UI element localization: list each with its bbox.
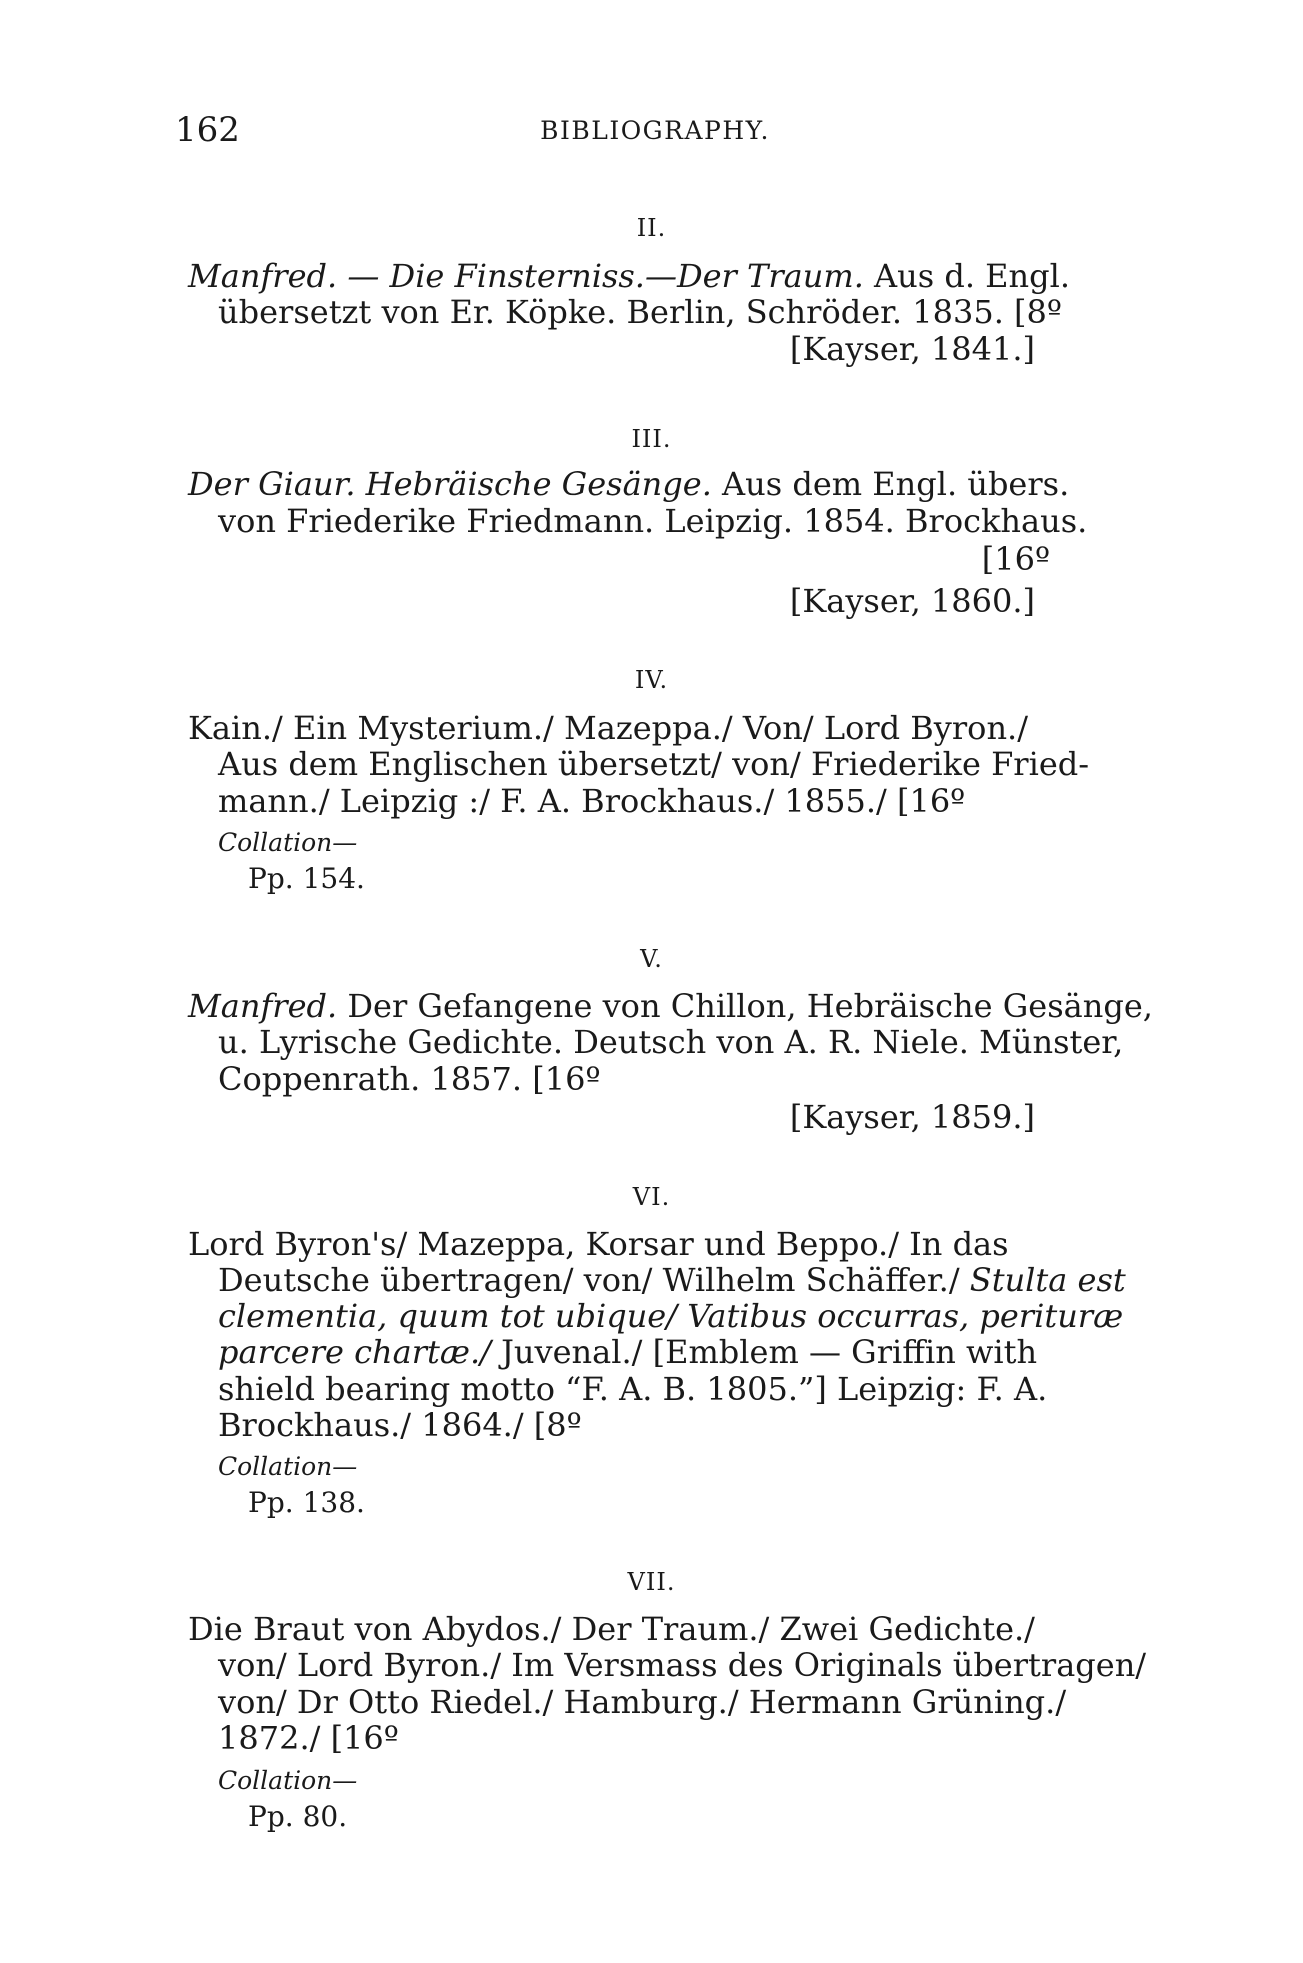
entry-line: Coppenrath. 1857. [16º: [218, 1060, 601, 1098]
source-reference: [Kayser, 1859.]: [789, 1098, 1035, 1136]
collation-label: Collation—: [218, 1452, 358, 1481]
entry-line: Lord Byron's/ Mazeppa, Korsar und Beppo./ In das: [188, 1225, 1009, 1263]
entry-motto-line: clementia, quum tot ubique/ Vatibus occurras, perituræ: [218, 1297, 1124, 1335]
entry-line: 1872./ [16º: [218, 1719, 399, 1757]
entry-line: Brockhaus./ 1864./ [8º: [218, 1406, 582, 1444]
entry-line: [218, 1334, 1037, 1370]
format-mark: [16º: [981, 540, 1050, 578]
entry-line: von Friederike Friedmann. Leipzig. 1854. Brockhaus.: [218, 502, 1088, 540]
entry-line: [188, 466, 1069, 502]
running-title: BIBLIOGRAPHY.: [540, 116, 770, 145]
pagination: Pp. 80.: [248, 1800, 348, 1833]
entry-motto-italic: parcere chartæ./: [218, 1333, 491, 1371]
entry-line: von/ Lord Byron./ Im Versmass des Originals übertragen/: [218, 1646, 1147, 1684]
entry-numeral: III.: [631, 425, 672, 453]
page-number: 162: [175, 110, 240, 150]
entry-numeral: II.: [636, 214, 667, 242]
entry-title-italic: Manfred. — Die Finsterniss.—Der Traum.: [188, 257, 864, 295]
collation-label: Collation—: [218, 828, 358, 857]
entry-line: mann./ Leipzig :/ F. A. Brockhaus./ 1855./ [16º: [218, 782, 966, 820]
entry-title-italic: Der Giaur. Hebräische Gesänge.: [188, 465, 712, 503]
entry-line: übersetzt von Er. Köpke. Berlin, Schröder. 1835. [8º: [218, 293, 1062, 331]
entry-line: [188, 988, 1153, 1024]
entry-line: Aus dem Englischen übersetzt/ von/ Friederike Fried-: [218, 745, 1090, 783]
collation-label: Collation—: [218, 1766, 358, 1795]
entry-line: von/ Dr Otto Riedel./ Hamburg./ Hermann Grüning./: [218, 1683, 1067, 1721]
entry-numeral: IV.: [634, 666, 669, 694]
entry-numeral: VII.: [627, 1568, 676, 1596]
entry-line: Die Braut von Abydos./ Der Traum./ Zwei Gedichte./: [188, 1610, 1035, 1648]
entry-line: u. Lyrische Gedichte. Deutsch von A. R. Niele. Münster,: [218, 1023, 1124, 1061]
entry-text: Aus d. Engl.: [863, 257, 1071, 295]
entry-text: Juvenal./ [Emblem — Griffin with: [490, 1333, 1038, 1371]
page-header: [175, 110, 1135, 150]
source-reference: [Kayser, 1841.]: [789, 330, 1035, 368]
pagination: Pp. 138.: [248, 1486, 365, 1519]
entry-title-italic: Manfred.: [188, 987, 338, 1025]
entry-text: Deutsche übertragen/ von/ Wilhelm Schäffer./: [218, 1261, 970, 1299]
entry-motto-italic: Stulta est: [969, 1261, 1126, 1299]
entry-line: shield bearing motto “F. A. B. 1805.”] Leipzig: F. A.: [218, 1370, 1048, 1408]
entry-numeral: VI.: [632, 1183, 671, 1211]
entry-line: [218, 1262, 1126, 1298]
entry-numeral: V.: [640, 945, 663, 973]
source-reference: [Kayser, 1860.]: [789, 582, 1035, 620]
entry-line: Kain./ Ein Mysterium./ Mazeppa./ Von/ Lord Byron./: [188, 709, 1028, 747]
entry-text: Der Gefangene von Chillon, Hebräische Gesänge,: [337, 987, 1153, 1025]
pagination: Pp. 154.: [248, 862, 365, 895]
entry-text: Aus dem Engl. übers.: [711, 465, 1070, 503]
entry-line: [188, 258, 1070, 294]
